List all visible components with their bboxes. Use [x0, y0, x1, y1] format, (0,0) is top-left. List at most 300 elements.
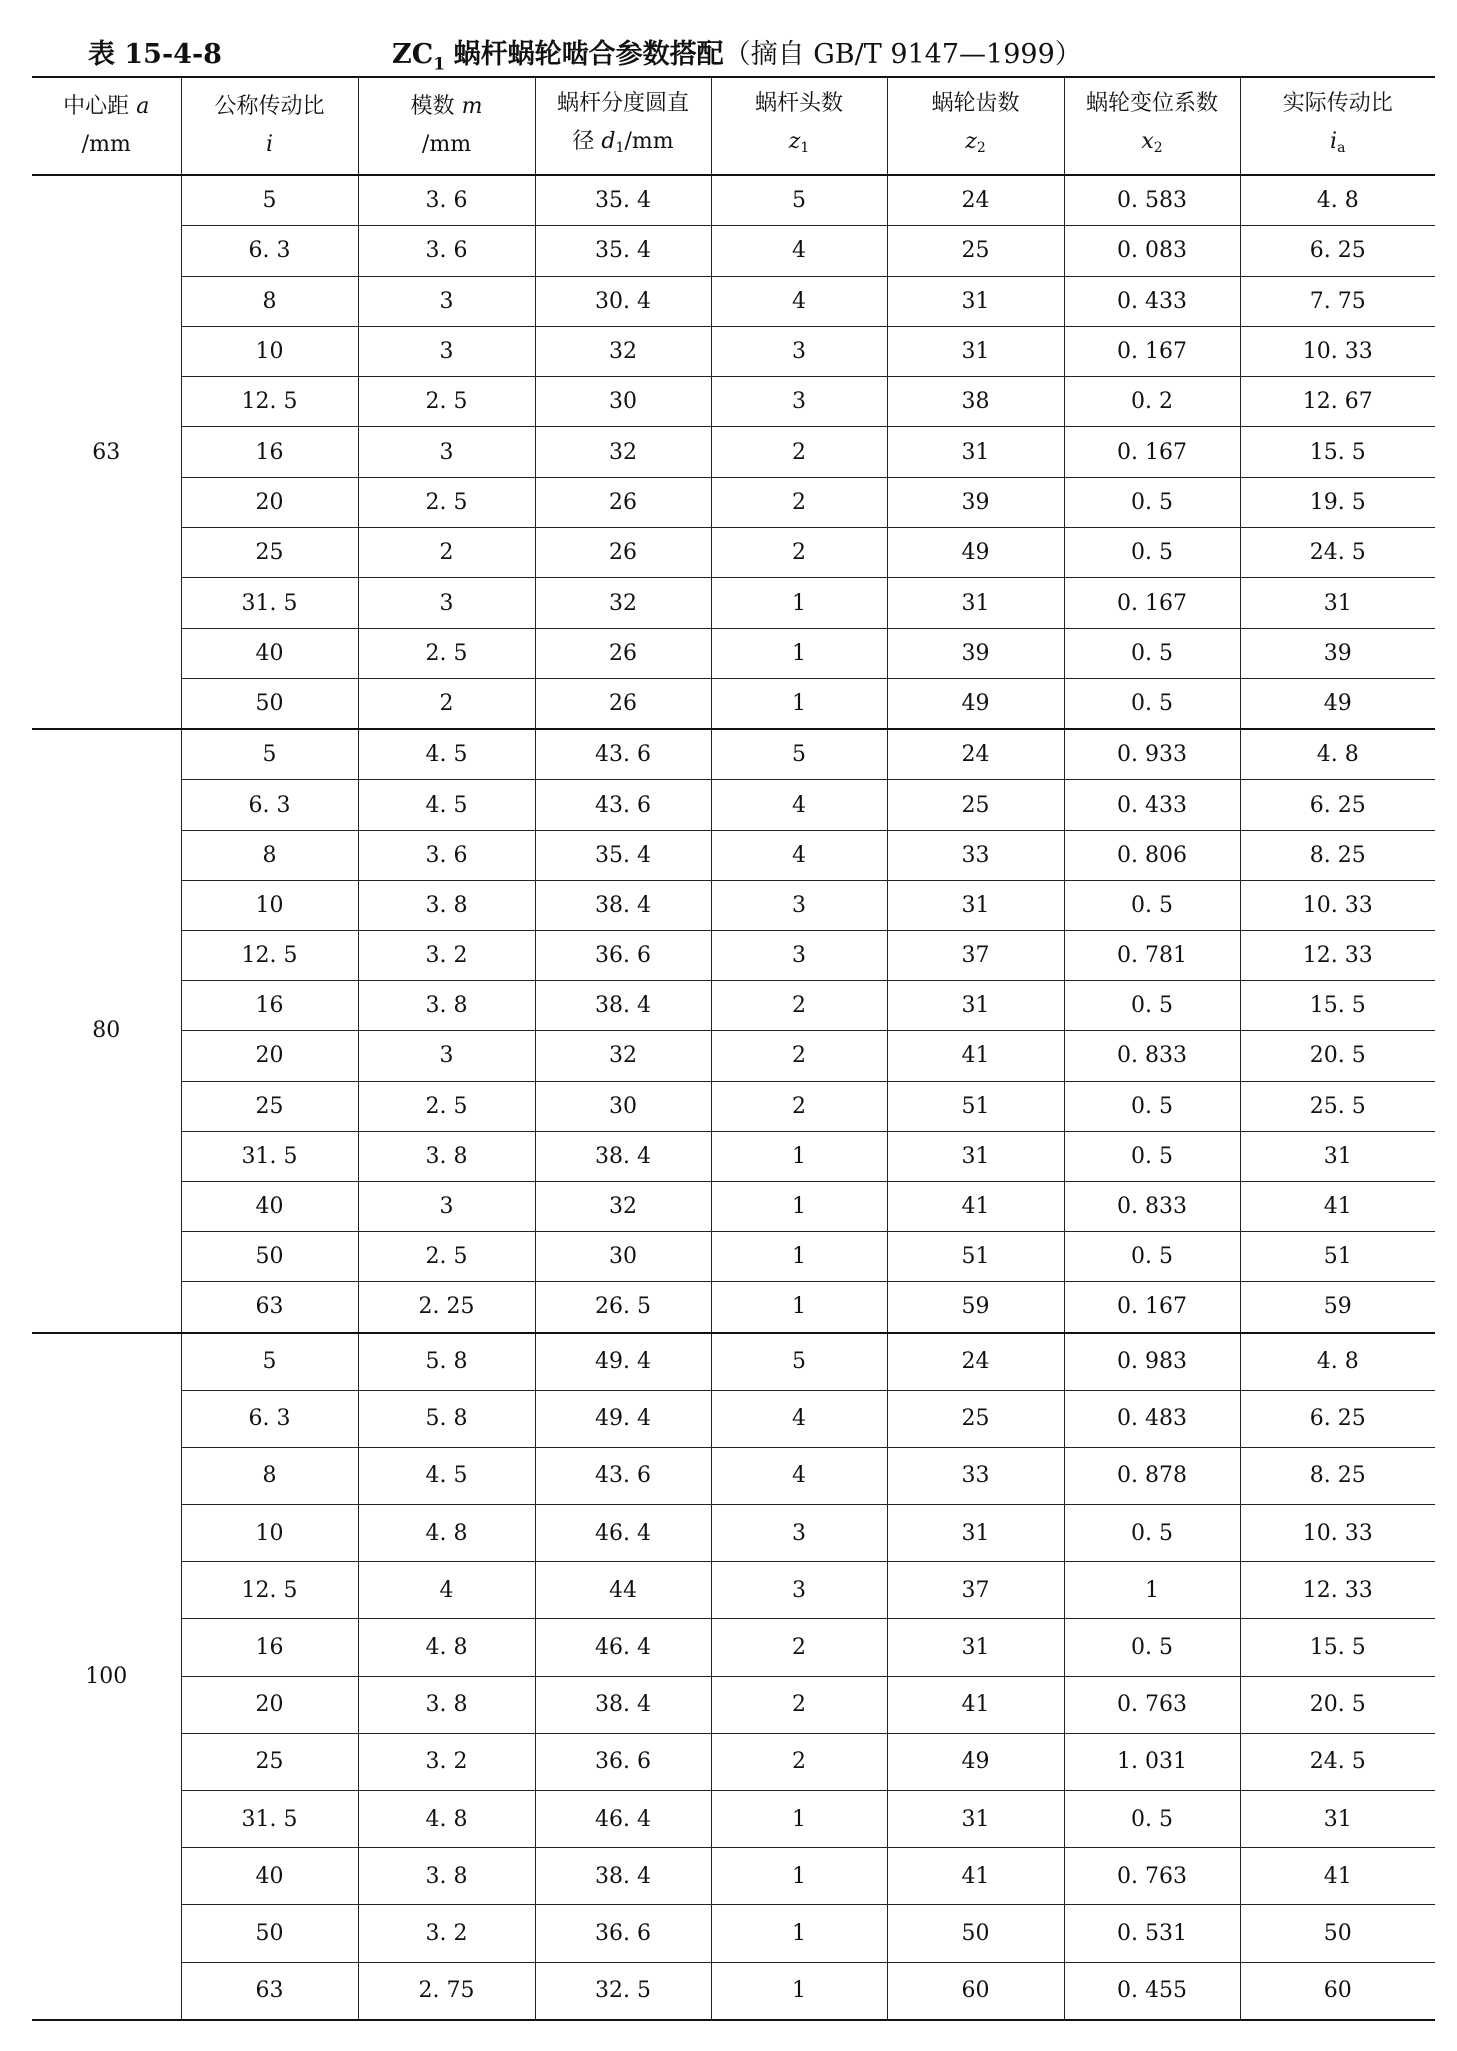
- worm-starts-cell: 2: [711, 981, 887, 1031]
- worm-starts-cell: 2: [711, 1619, 887, 1676]
- nominal-ratio-cell: 5: [181, 175, 358, 226]
- header-label: 蜗轮变位系数: [1085, 91, 1218, 116]
- module-cell: 4. 8: [358, 1619, 535, 1676]
- worm-starts-cell: 4: [711, 276, 887, 326]
- modification-cell: 0. 5: [1064, 477, 1240, 527]
- nominal-ratio-cell: 40: [181, 628, 358, 678]
- worm-starts-cell: 3: [711, 1562, 887, 1619]
- table-row: [32, 880, 1435, 930]
- wheel-teeth-cell: 51: [887, 1081, 1064, 1131]
- modification-cell: 0. 933: [1064, 729, 1240, 780]
- pitch-diameter-cell: 26: [535, 477, 711, 527]
- modification-cell: 0. 833: [1064, 1181, 1240, 1231]
- module-cell: 3. 8: [358, 880, 535, 930]
- modification-cell: 0. 5: [1064, 1232, 1240, 1282]
- pitch-diameter-cell: 36. 6: [535, 1733, 711, 1790]
- header-symbol: z: [965, 129, 977, 154]
- module-cell: 3: [358, 427, 535, 477]
- modification-cell: 0. 433: [1064, 276, 1240, 326]
- modification-cell: 0. 763: [1064, 1848, 1240, 1905]
- table-row: [32, 1619, 1435, 1676]
- wheel-teeth-cell: 25: [887, 1390, 1064, 1447]
- modification-cell: 1: [1064, 1562, 1240, 1619]
- table-row: [32, 1333, 1435, 1391]
- header-label-cont: 径: [572, 129, 595, 154]
- table-row: [32, 276, 1435, 326]
- module-cell: 3: [358, 1031, 535, 1081]
- modification-cell: 0. 763: [1064, 1676, 1240, 1733]
- module-cell: 3. 6: [358, 830, 535, 880]
- actual-ratio-cell: 15. 5: [1240, 981, 1435, 1031]
- worm-starts-cell: 2: [711, 477, 887, 527]
- module-cell: 2. 5: [358, 1081, 535, 1131]
- worm-starts-cell: 4: [711, 830, 887, 880]
- table-row: [32, 528, 1435, 578]
- worm-starts-cell: 2: [711, 1081, 887, 1131]
- modification-cell: 0. 5: [1064, 1081, 1240, 1131]
- pitch-diameter-cell: 30: [535, 1232, 711, 1282]
- header-label: 实际传动比: [1282, 91, 1393, 116]
- table-row: [32, 628, 1435, 678]
- nominal-ratio-cell: 63: [181, 1282, 358, 1333]
- modification-cell: 0. 2: [1064, 377, 1240, 427]
- table-row: [32, 1447, 1435, 1504]
- pitch-diameter-cell: 35. 4: [535, 175, 711, 226]
- modification-cell: 0. 878: [1064, 1447, 1240, 1504]
- module-cell: 2: [358, 678, 535, 729]
- worm-starts-cell: 1: [711, 628, 887, 678]
- group-center-distance-63: [32, 175, 1435, 729]
- actual-ratio-cell: 51: [1240, 1232, 1435, 1282]
- worm-starts-cell: 3: [711, 880, 887, 930]
- worm-starts-cell: 4: [711, 1390, 887, 1447]
- worm-gear-parameter-table: [32, 76, 1435, 2021]
- group-center-distance-100: [32, 1333, 1435, 2020]
- wheel-teeth-cell: 38: [887, 377, 1064, 427]
- pitch-diameter-cell: 38. 4: [535, 981, 711, 1031]
- header-wheel-teeth: [887, 77, 1064, 175]
- table-row: [32, 1232, 1435, 1282]
- actual-ratio-cell: 12. 67: [1240, 377, 1435, 427]
- nominal-ratio-cell: 8: [181, 830, 358, 880]
- pitch-diameter-cell: 43. 6: [535, 729, 711, 780]
- header-label: 模数: [410, 94, 455, 119]
- nominal-ratio-cell: 25: [181, 528, 358, 578]
- worm-starts-cell: 5: [711, 729, 887, 780]
- actual-ratio-cell: 10. 33: [1240, 880, 1435, 930]
- pitch-diameter-cell: 38. 4: [535, 1676, 711, 1733]
- table-row: [32, 1081, 1435, 1131]
- nominal-ratio-cell: 12. 5: [181, 1562, 358, 1619]
- wheel-teeth-cell: 41: [887, 1031, 1064, 1081]
- module-cell: 2. 5: [358, 628, 535, 678]
- modification-cell: 0. 5: [1064, 981, 1240, 1031]
- nominal-ratio-cell: 8: [181, 276, 358, 326]
- nominal-ratio-cell: 50: [181, 1905, 358, 1962]
- header-subscript: 2: [1153, 140, 1163, 156]
- wheel-teeth-cell: 25: [887, 780, 1064, 830]
- table-row: [32, 226, 1435, 276]
- actual-ratio-cell: 4. 8: [1240, 729, 1435, 780]
- nominal-ratio-cell: 20: [181, 1676, 358, 1733]
- nominal-ratio-cell: 40: [181, 1181, 358, 1231]
- worm-starts-cell: 2: [711, 1031, 887, 1081]
- modification-cell: 0. 433: [1064, 780, 1240, 830]
- wheel-teeth-cell: 24: [887, 729, 1064, 780]
- worm-starts-cell: 2: [711, 1676, 887, 1733]
- pitch-diameter-cell: 46. 4: [535, 1791, 711, 1848]
- header-module: [358, 77, 535, 175]
- modification-cell: 0. 5: [1064, 1791, 1240, 1848]
- actual-ratio-cell: 24. 5: [1240, 528, 1435, 578]
- nominal-ratio-cell: 12. 5: [181, 377, 358, 427]
- pitch-diameter-cell: 26: [535, 678, 711, 729]
- pitch-diameter-cell: 49. 4: [535, 1390, 711, 1447]
- wheel-teeth-cell: 59: [887, 1282, 1064, 1333]
- module-cell: 3: [358, 326, 535, 376]
- worm-starts-cell: 2: [711, 528, 887, 578]
- worm-starts-cell: 1: [711, 1848, 887, 1905]
- module-cell: 4: [358, 1562, 535, 1619]
- pitch-diameter-cell: 38. 4: [535, 1848, 711, 1905]
- modification-cell: 0. 167: [1064, 427, 1240, 477]
- module-cell: 2. 5: [358, 1232, 535, 1282]
- actual-ratio-cell: 19. 5: [1240, 477, 1435, 527]
- header-label: 蜗杆头数: [754, 91, 843, 116]
- worm-starts-cell: 4: [711, 1447, 887, 1504]
- table-row: [32, 1791, 1435, 1848]
- center-distance-cell: 100: [32, 1333, 181, 2020]
- worm-starts-cell: 3: [711, 377, 887, 427]
- nominal-ratio-cell: 10: [181, 326, 358, 376]
- modification-cell: 0. 806: [1064, 830, 1240, 880]
- table-header: [32, 77, 1435, 175]
- worm-starts-cell: 2: [711, 427, 887, 477]
- module-cell: 3. 8: [358, 1131, 535, 1181]
- actual-ratio-cell: 10. 33: [1240, 1505, 1435, 1562]
- module-cell: 3: [358, 276, 535, 326]
- actual-ratio-cell: 20. 5: [1240, 1031, 1435, 1081]
- header-label: 蜗杆分度圆直: [556, 91, 689, 116]
- header-symbol: d: [601, 129, 616, 154]
- table-row: [32, 931, 1435, 981]
- actual-ratio-cell: 15. 5: [1240, 427, 1435, 477]
- module-cell: 3. 2: [358, 1733, 535, 1790]
- module-cell: 3. 6: [358, 175, 535, 226]
- module-cell: 3. 8: [358, 981, 535, 1031]
- modification-cell: 0. 167: [1064, 578, 1240, 628]
- worm-starts-cell: 5: [711, 175, 887, 226]
- actual-ratio-cell: 4. 8: [1240, 1333, 1435, 1391]
- nominal-ratio-cell: 31. 5: [181, 578, 358, 628]
- wheel-teeth-cell: 31: [887, 578, 1064, 628]
- worm-starts-cell: 1: [711, 1282, 887, 1333]
- pitch-diameter-cell: 32: [535, 1031, 711, 1081]
- nominal-ratio-cell: 5: [181, 729, 358, 780]
- header-symbol: a: [136, 94, 150, 119]
- actual-ratio-cell: 6. 25: [1240, 1390, 1435, 1447]
- module-cell: 3. 2: [358, 931, 535, 981]
- group-center-distance-80: [32, 729, 1435, 1332]
- module-cell: 2: [358, 528, 535, 578]
- actual-ratio-cell: 31: [1240, 578, 1435, 628]
- actual-ratio-cell: 12. 33: [1240, 931, 1435, 981]
- pitch-diameter-cell: 32: [535, 326, 711, 376]
- header-label: 蜗轮齿数: [931, 91, 1020, 116]
- header-unit: /mm: [421, 132, 472, 157]
- nominal-ratio-cell: 63: [181, 1962, 358, 2020]
- wheel-teeth-cell: 41: [887, 1848, 1064, 1905]
- module-cell: 3. 6: [358, 226, 535, 276]
- nominal-ratio-cell: 16: [181, 427, 358, 477]
- module-cell: 3. 2: [358, 1905, 535, 1962]
- actual-ratio-cell: 7. 75: [1240, 276, 1435, 326]
- actual-ratio-cell: 24. 5: [1240, 1733, 1435, 1790]
- title-prefix: ZC: [392, 39, 434, 70]
- modification-cell: 0. 5: [1064, 1619, 1240, 1676]
- modification-cell: 0. 483: [1064, 1390, 1240, 1447]
- pitch-diameter-cell: 30: [535, 377, 711, 427]
- wheel-teeth-cell: 31: [887, 326, 1064, 376]
- module-cell: 2. 25: [358, 1282, 535, 1333]
- table-row: [32, 1962, 1435, 2020]
- table-row: [32, 1676, 1435, 1733]
- module-cell: 2. 75: [358, 1962, 535, 2020]
- worm-starts-cell: 3: [711, 931, 887, 981]
- module-cell: 3: [358, 1181, 535, 1231]
- worm-starts-cell: 1: [711, 1905, 887, 1962]
- table-row: [32, 780, 1435, 830]
- center-distance-cell: 80: [32, 729, 181, 1332]
- wheel-teeth-cell: 33: [887, 1447, 1064, 1504]
- nominal-ratio-cell: 16: [181, 1619, 358, 1676]
- header-wheel-modification: [1064, 77, 1240, 175]
- wheel-teeth-cell: 31: [887, 427, 1064, 477]
- wheel-teeth-cell: 51: [887, 1232, 1064, 1282]
- module-cell: 3. 8: [358, 1676, 535, 1733]
- modification-cell: 0. 5: [1064, 678, 1240, 729]
- pitch-diameter-cell: 43. 6: [535, 780, 711, 830]
- wheel-teeth-cell: 37: [887, 931, 1064, 981]
- modification-cell: 0. 455: [1064, 1962, 1240, 2020]
- table-row: [32, 830, 1435, 880]
- actual-ratio-cell: 10. 33: [1240, 326, 1435, 376]
- pitch-diameter-cell: 32: [535, 578, 711, 628]
- module-cell: 4. 5: [358, 729, 535, 780]
- modification-cell: 0. 583: [1064, 175, 1240, 226]
- pitch-diameter-cell: 26. 5: [535, 1282, 711, 1333]
- wheel-teeth-cell: 31: [887, 1619, 1064, 1676]
- actual-ratio-cell: 60: [1240, 1962, 1435, 2020]
- header-nominal-ratio: [181, 77, 358, 175]
- modification-cell: 0. 5: [1064, 628, 1240, 678]
- modification-cell: 0. 5: [1064, 880, 1240, 930]
- header-symbol: m: [461, 94, 483, 119]
- pitch-diameter-cell: 49. 4: [535, 1333, 711, 1391]
- table-row: [32, 1733, 1435, 1790]
- wheel-teeth-cell: 31: [887, 1505, 1064, 1562]
- header-symbol: z: [788, 129, 801, 154]
- module-cell: 4. 8: [358, 1505, 535, 1562]
- actual-ratio-cell: 41: [1240, 1848, 1435, 1905]
- header-label: 公称传动比: [214, 94, 325, 119]
- header-subscript: 1: [800, 140, 810, 156]
- header-label: 中心距: [63, 94, 130, 119]
- nominal-ratio-cell: 31. 5: [181, 1791, 358, 1848]
- wheel-teeth-cell: 31: [887, 981, 1064, 1031]
- module-cell: 2. 5: [358, 377, 535, 427]
- modification-cell: 0. 5: [1064, 528, 1240, 578]
- worm-starts-cell: 4: [711, 226, 887, 276]
- modification-cell: 0. 5: [1064, 1131, 1240, 1181]
- table-row: [32, 175, 1435, 226]
- worm-starts-cell: 3: [711, 1505, 887, 1562]
- header-symbol: i: [1330, 129, 1338, 154]
- table-row: [32, 578, 1435, 628]
- pitch-diameter-cell: 26: [535, 628, 711, 678]
- table-row: [32, 1905, 1435, 1962]
- wheel-teeth-cell: 49: [887, 528, 1064, 578]
- actual-ratio-cell: 6. 25: [1240, 780, 1435, 830]
- title-source: （摘自 GB/T 9147—1999）: [723, 39, 1082, 70]
- worm-starts-cell: 1: [711, 1131, 887, 1181]
- wheel-teeth-cell: 33: [887, 830, 1064, 880]
- title-prefix-subscript: 1: [433, 54, 446, 75]
- wheel-teeth-cell: 50: [887, 1905, 1064, 1962]
- wheel-teeth-cell: 31: [887, 1131, 1064, 1181]
- nominal-ratio-cell: 31. 5: [181, 1131, 358, 1181]
- wheel-teeth-cell: 39: [887, 628, 1064, 678]
- actual-ratio-cell: 31: [1240, 1791, 1435, 1848]
- worm-starts-cell: 4: [711, 780, 887, 830]
- actual-ratio-cell: 4. 8: [1240, 175, 1435, 226]
- table-caption: [32, 28, 1435, 74]
- table-row: [32, 377, 1435, 427]
- pitch-diameter-cell: 30: [535, 1081, 711, 1131]
- nominal-ratio-cell: 40: [181, 1848, 358, 1905]
- table-row: [32, 1390, 1435, 1447]
- table-row: [32, 1282, 1435, 1333]
- wheel-teeth-cell: 49: [887, 678, 1064, 729]
- table-row: [32, 678, 1435, 729]
- modification-cell: 0. 781: [1064, 931, 1240, 981]
- pitch-diameter-cell: 36. 6: [535, 1905, 711, 1962]
- pitch-diameter-cell: 32: [535, 1181, 711, 1231]
- nominal-ratio-cell: 20: [181, 1031, 358, 1081]
- header-worm-starts: [711, 77, 887, 175]
- header-symbol: i: [265, 132, 274, 157]
- pitch-diameter-cell: 43. 6: [535, 1447, 711, 1504]
- worm-starts-cell: 1: [711, 1181, 887, 1231]
- header-subscript: 2: [976, 140, 986, 156]
- actual-ratio-cell: 8. 25: [1240, 830, 1435, 880]
- header-unit: /mm: [624, 129, 674, 154]
- pitch-diameter-cell: 35. 4: [535, 830, 711, 880]
- header-unit: /mm: [81, 132, 131, 157]
- actual-ratio-cell: 50: [1240, 1905, 1435, 1962]
- actual-ratio-cell: 31: [1240, 1131, 1435, 1181]
- modification-cell: 0. 983: [1064, 1333, 1240, 1391]
- pitch-diameter-cell: 46. 4: [535, 1505, 711, 1562]
- table-row: [32, 1031, 1435, 1081]
- table-row: [32, 326, 1435, 376]
- nominal-ratio-cell: 6. 3: [181, 1390, 358, 1447]
- modification-cell: 0. 167: [1064, 1282, 1240, 1333]
- table-row: [32, 981, 1435, 1031]
- worm-starts-cell: 1: [711, 1232, 887, 1282]
- wheel-teeth-cell: 37: [887, 1562, 1064, 1619]
- nominal-ratio-cell: 8: [181, 1447, 358, 1504]
- pitch-diameter-cell: 46. 4: [535, 1619, 711, 1676]
- module-cell: 5. 8: [358, 1390, 535, 1447]
- actual-ratio-cell: 8. 25: [1240, 1447, 1435, 1504]
- actual-ratio-cell: 41: [1240, 1181, 1435, 1231]
- actual-ratio-cell: 6. 25: [1240, 226, 1435, 276]
- nominal-ratio-cell: 20: [181, 477, 358, 527]
- wheel-teeth-cell: 24: [887, 1333, 1064, 1391]
- module-cell: 4. 5: [358, 780, 535, 830]
- table-row: [32, 1131, 1435, 1181]
- table-row: [32, 1505, 1435, 1562]
- modification-cell: 0. 083: [1064, 226, 1240, 276]
- worm-starts-cell: 1: [711, 578, 887, 628]
- pitch-diameter-cell: 32. 5: [535, 1962, 711, 2020]
- modification-cell: 0. 5: [1064, 1505, 1240, 1562]
- table-row: [32, 1562, 1435, 1619]
- wheel-teeth-cell: 25: [887, 226, 1064, 276]
- nominal-ratio-cell: 10: [181, 1505, 358, 1562]
- nominal-ratio-cell: 25: [181, 1733, 358, 1790]
- worm-starts-cell: 1: [711, 1962, 887, 2020]
- nominal-ratio-cell: 25: [181, 1081, 358, 1131]
- actual-ratio-cell: 39: [1240, 628, 1435, 678]
- actual-ratio-cell: 49: [1240, 678, 1435, 729]
- module-cell: 3: [358, 578, 535, 628]
- table-row: [32, 1848, 1435, 1905]
- table-title: [392, 32, 1082, 74]
- header-subscript: 1: [615, 140, 625, 156]
- actual-ratio-cell: 12. 33: [1240, 1562, 1435, 1619]
- wheel-teeth-cell: 31: [887, 1791, 1064, 1848]
- worm-starts-cell: 1: [711, 678, 887, 729]
- nominal-ratio-cell: 16: [181, 981, 358, 1031]
- pitch-diameter-cell: 36. 6: [535, 931, 711, 981]
- worm-starts-cell: 1: [711, 1791, 887, 1848]
- nominal-ratio-cell: 10: [181, 880, 358, 930]
- nominal-ratio-cell: 5: [181, 1333, 358, 1391]
- wheel-teeth-cell: 39: [887, 477, 1064, 527]
- pitch-diameter-cell: 30. 4: [535, 276, 711, 326]
- wheel-teeth-cell: 24: [887, 175, 1064, 226]
- nominal-ratio-cell: 12. 5: [181, 931, 358, 981]
- header-actual-ratio: [1240, 77, 1435, 175]
- actual-ratio-cell: 20. 5: [1240, 1676, 1435, 1733]
- wheel-teeth-cell: 60: [887, 1962, 1064, 2020]
- header-worm-pitch-diameter: [535, 77, 711, 175]
- module-cell: 2. 5: [358, 477, 535, 527]
- nominal-ratio-cell: 50: [181, 678, 358, 729]
- pitch-diameter-cell: 38. 4: [535, 1131, 711, 1181]
- actual-ratio-cell: 59: [1240, 1282, 1435, 1333]
- modification-cell: 1. 031: [1064, 1733, 1240, 1790]
- pitch-diameter-cell: 38. 4: [535, 880, 711, 930]
- header-symbol: x: [1141, 129, 1154, 154]
- wheel-teeth-cell: 31: [887, 880, 1064, 930]
- nominal-ratio-cell: 6. 3: [181, 780, 358, 830]
- table-row: [32, 477, 1435, 527]
- header-row: [32, 77, 1435, 175]
- pitch-diameter-cell: 26: [535, 528, 711, 578]
